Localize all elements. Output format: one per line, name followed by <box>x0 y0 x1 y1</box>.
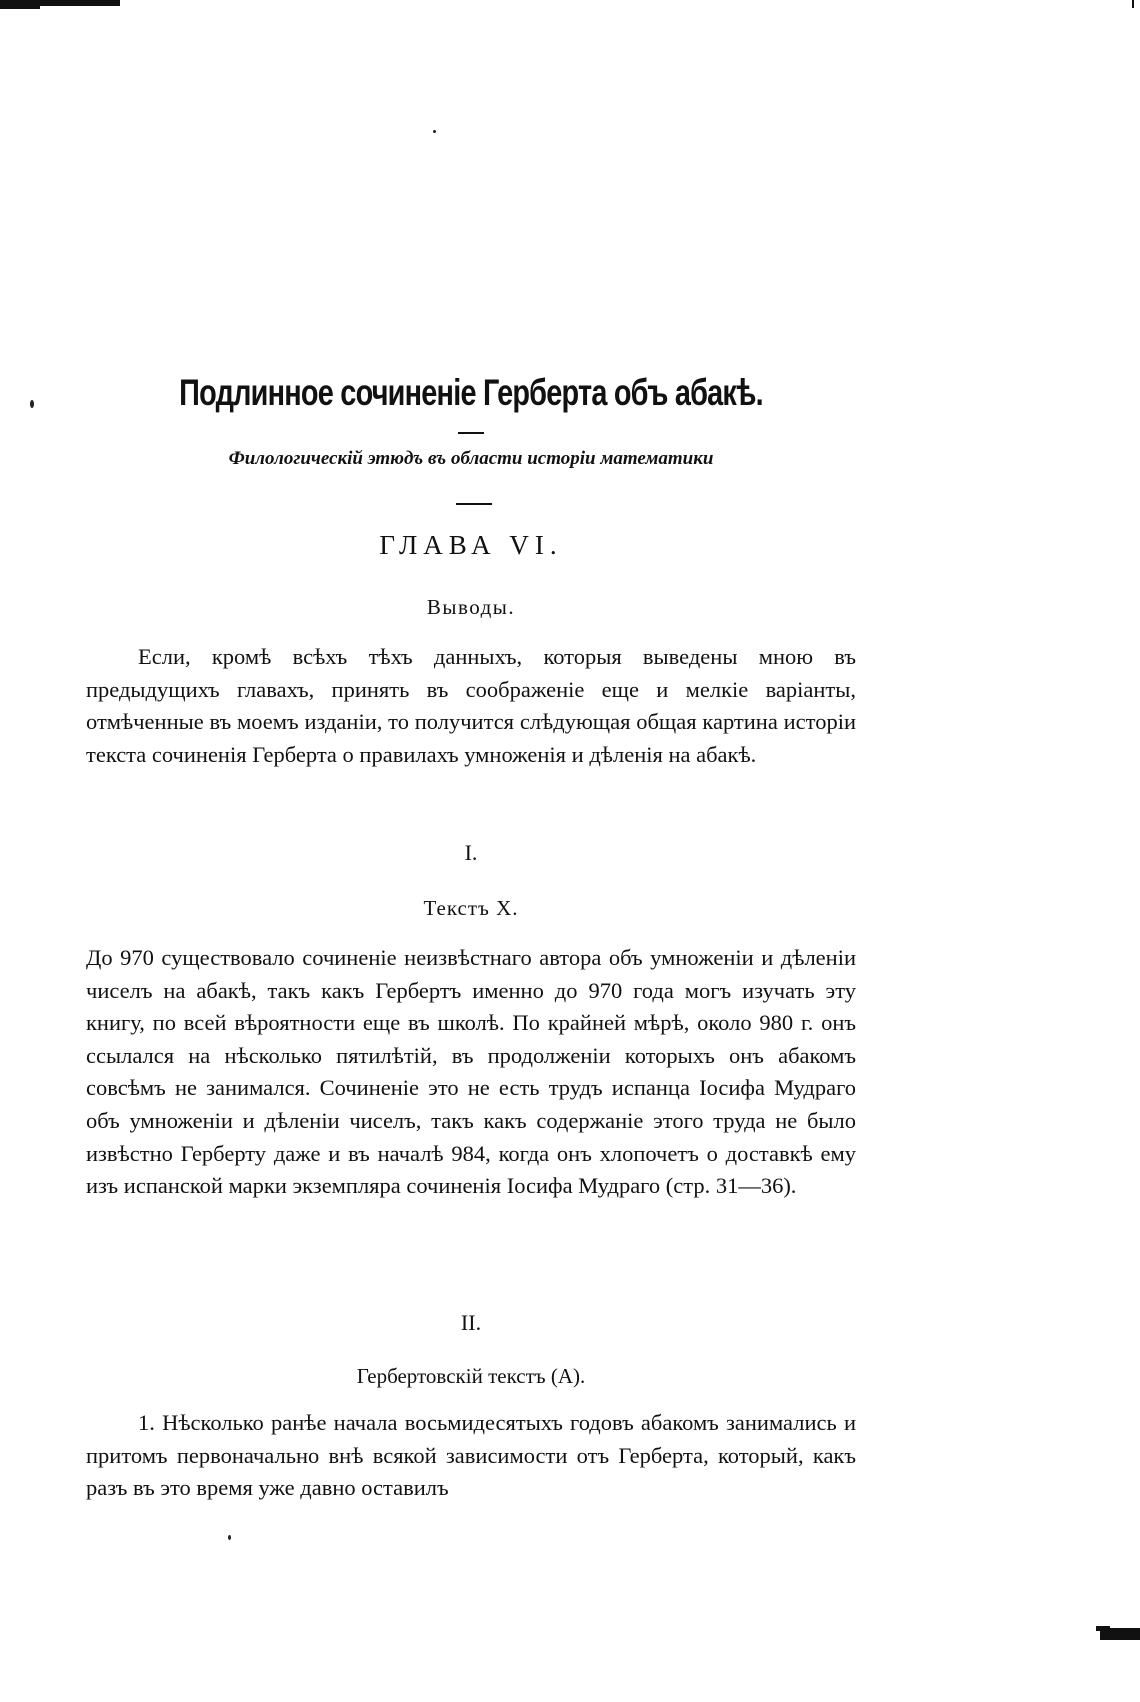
chapter-heading: ГЛАВА VI. <box>379 530 563 560</box>
scan-edge-mark <box>0 6 40 9</box>
section-numeral-1: I. <box>464 840 478 865</box>
section-heading-text-x: Текстъ X. <box>423 896 519 920</box>
scan-speck <box>433 130 436 133</box>
section-2-paragraph: 1. Нѣсколько ранѣе начала восьмидесятыхъ годовъ абакомъ занимались и притомъ первоначально внѣ всякой зависимости отъ Герберта, который, какъ разъ въ это время уже давно оставилъ <box>86 1410 856 1501</box>
scan-edge-mark <box>1132 0 1134 8</box>
scan-speck <box>228 1535 231 1540</box>
subtitle-divider <box>456 503 492 505</box>
section-numeral-2: II. <box>460 1310 482 1335</box>
section-heading-gerbert-text: Гербертовскій текстъ (А). <box>356 1364 586 1388</box>
document-subtitle: Филологическій этюдъ въ области исторіи математики <box>228 448 714 469</box>
scan-speck <box>30 400 34 408</box>
document-title: Подлинное сочиненіе Герберта объ абакѣ. <box>179 372 763 413</box>
intro-paragraph: Если, кромѣ всѣхъ тѣхъ данныхъ, которыя выведены мною въ предыдущихъ главахъ, принять въ соображеніе еще и мелкіе варіанты, отмѣченные въ моемъ изданіи, то получится слѣдующая общая картина исторіи текста сочиненія Герберта о правилахъ умноженія и дѣленія на абакѣ. <box>86 644 856 767</box>
scan-edge-mark <box>1096 1626 1110 1631</box>
title-divider <box>458 432 484 434</box>
section-heading-conclusions: Выводы. <box>426 595 516 619</box>
section-1-paragraph: До 970 существовало сочиненіе неизвѣстнаго автора объ умноженіи и дѣленіи чиселъ на абакѣ, такъ какъ Гербертъ именно до 970 года могъ изучать эту книгу, по всей вѣроятности еще въ школѣ. По крайней мѣрѣ, около 980 г. онъ ссылался на нѣсколько пятилѣтій, въ продолженіи которыхъ онъ абакомъ совсѣмъ не занимался. Сочиненіе это не есть трудъ испанца Іосифа Мудраго объ умноженіи и дѣленіи чиселъ, такъ какъ содержаніе этого труда не было извѣстно Герберту даже и въ началѣ 984, когда онъ хлопочетъ о доставкѣ ему изъ испанской марки экземпляра сочиненія Іосифа Мудраго (стр. 31—36). <box>86 945 856 1199</box>
